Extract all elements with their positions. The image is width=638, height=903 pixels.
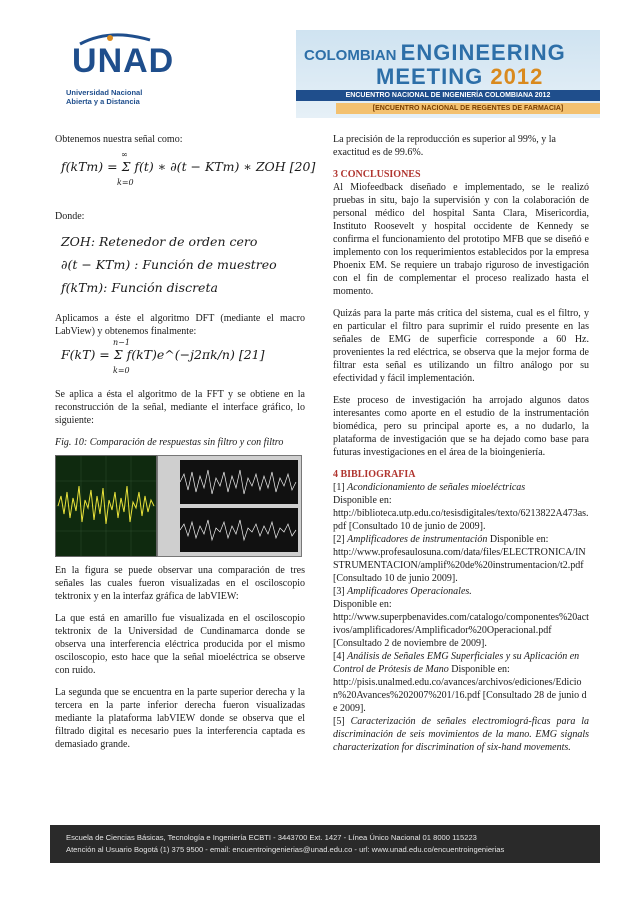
page-footer (50, 825, 600, 863)
bibliography-entry (333, 533, 589, 585)
bibliography-entry (333, 715, 589, 754)
white-signal-trace-bottom (180, 508, 298, 552)
formula-zoh: ZOH: Retenedor de orden cero (61, 234, 258, 249)
formula-discreta: f(kTm): Función discreta (61, 280, 218, 295)
logo-sub-line1: Universidad Nacional (66, 88, 143, 97)
ref-title: Caracterización de señales electromiográ-ficas para la discriminación de seis movimientos de la mano. EMG signals characterization for discrimination of six-hand movements. (333, 716, 590, 753)
ref-available: Disponible en: (333, 495, 392, 506)
logo-nad: NAD (97, 42, 175, 80)
ref-number: [1] (333, 482, 345, 493)
paragraph: Aplicamos a éste el algoritmo DFT (mediante el macro LabView) y obtenemos finalmente: (55, 313, 305, 337)
formula-20 (61, 150, 316, 188)
bibliography-entry (333, 481, 589, 533)
ref-title: Análisis de Señales EMG Superficiales y su Aplicación en Control de Prótesis de Mano (333, 651, 580, 675)
labview-graph-top (180, 460, 298, 504)
ref-title: Amplificadores Operacionales. (347, 586, 472, 597)
ref-title: Acondicionamiento de señales mioeléctricas (347, 482, 526, 493)
left-column (55, 133, 316, 751)
right-column (333, 133, 589, 754)
paragraph: Obtenemos nuestra señal como: (55, 134, 183, 145)
formula-20-text: f(kTm) = Σ f(t) ∗ ∂(t − KTm) ∗ ZOH [20] (61, 159, 316, 174)
oscilloscope-screen (55, 455, 157, 557)
banner-meeting: MEETING (376, 64, 484, 89)
ref-url[interactable]: http://pisis.unalmed.edu.co/avances/archivos/ediciones/Edicion%20Avances%202007%201/16.pdf [Consultado 28 de junio de 2009]. (333, 677, 587, 714)
banner-colombian: COLOMBIAN (304, 47, 397, 64)
paragraph: En la figura se puede observar una comparación de tres señales las cuales fueron visualizadas en el osciloscopio tektronix y en la interfaz gráfica de labVIEW: (55, 565, 305, 602)
white-signal-trace-top (180, 460, 298, 504)
paragraph: La segunda que se encuentra en la parte superior derecha y la tercera en la parte inferior derecha fueron visualizadas mediante la plataforma labVIEW donde se observa que el filtrado digital es necesario pues la interferencia captada es demasiado grande. (55, 687, 305, 750)
ref-number: [4] (333, 651, 345, 662)
ref-title: Amplificadores de instrumentación (347, 534, 488, 545)
paragraph: Este proceso de investigación ha arrojado algunos datos interesantes como aporte en el estudio de la instrumentación biomédica, pero su principal aporte es, a no dudarlo, la plataforma de investigación que se ha dejado como base para futuras investigaciones en el área de la bioingeniería. (333, 395, 589, 458)
logo-u: U (72, 42, 98, 80)
labview-panel (157, 455, 302, 557)
banner-subtitle: ENCUENTRO NACIONAL DE INGENIERÍA COLOMBIANA 2012 (296, 90, 600, 101)
paragraph: La precisión de la reproducción es superior al 99%, y la exactitud es de 99.6%. (333, 134, 556, 158)
unad-logo (50, 30, 180, 118)
ref-available: Disponible en: (487, 534, 549, 545)
paragraph: La que está en amarillo fue visualizada en el osciloscopio tektronix de la Universidad de Cundinamarca donde se observa una interferencia eléctrica producida por el mismo osciloscopio, esto hace que la señal mioeléctrica se observe con ruido. (55, 613, 305, 676)
ref-available: Disponible en: (333, 599, 392, 610)
labview-graph-bottom (180, 508, 298, 552)
ref-consulted: [Consultado 10 de junio 2009]. (333, 573, 458, 584)
formula-21-text: F(kT) = Σ f(kT)e^(−j2πk/n) [21] (61, 347, 265, 362)
sum-upper-limit: ∞ (121, 150, 128, 159)
yellow-signal-trace (56, 456, 156, 556)
footer-contact-line1: Escuela de Ciencias Básicas, Tecnología e Ingeniería ECBTI - 3443700 Ext. 1427 - Línea Único Nacional 01 8000 115223 (66, 833, 477, 842)
footer-contact-line2: Atención al Usuario Bogotá (1) 375 9500 - email: encuentroingenierias@unad.edu.co - url: www.unad.edu.co/encuentroingenierias (66, 845, 505, 854)
ref-number: [3] (333, 586, 345, 597)
banner-year: 2012 (490, 64, 544, 89)
logo-sub-line2: Abierta y a Distancia (66, 97, 140, 106)
bibliography-entry (333, 585, 589, 650)
sum-lower-limit: k=0 (113, 366, 130, 375)
event-banner (296, 30, 600, 118)
banner-title-line1 (304, 40, 566, 66)
logo-wordmark (72, 42, 174, 81)
ref-number: [5] (333, 716, 345, 727)
ref-url[interactable]: http://www.profesaulosuna.com/data/files/ELECTRONICA/INSTRUMENTACION/amplif%20de%20instrumentacion/t2.pdf (333, 547, 586, 571)
formula-21 (61, 340, 305, 374)
figure-caption: Fig. 10: Comparación de respuestas sin filtro y con filtro (55, 437, 284, 448)
ref-consulted: [Consultado 2 de noviembre de 2009]. (333, 638, 487, 649)
ref-url[interactable]: http://www.superpbenavides.com/catalogo/componentes%20activos/amplificadores/Amplificador%20Operacional.pdf (333, 612, 589, 636)
bibliography-entry (333, 650, 589, 715)
paragraph: Donde: (55, 211, 85, 222)
page-header (50, 30, 600, 120)
paragraph: Al Miofeedback diseñado e implementado, se le realizó pruebas in situ, bajo la supervisión y con la colaboración de personal médico del hospital Santa Clara, Misericordia, Instituto Roosevelt y hospital occidente de Kennedy se confirma el funcionamiento del prototipo MFB que se diseñó e implemento con los requerimientos establecidos por la empresa Phoenix EM. Se requiere un trabajo riguroso de investigación con el fin de complementar el proceso realizado hasta el momento. (333, 182, 589, 297)
ref-number: [2] (333, 534, 345, 545)
section-heading: 4 BIBLIOGRAFIA (333, 469, 416, 480)
ref-available: Disponible en: (448, 664, 510, 675)
sum-upper-limit: n−1 (113, 338, 130, 347)
section-heading: 3 CONCLUSIONES (333, 169, 421, 180)
paragraph: Se aplica a ésta el algoritmo de la FFT y se obtiene en la reconstrucción de la señal, mediante el interface gráfico, lo siguiente: (55, 389, 305, 426)
logo-subtitle (66, 88, 142, 106)
banner-title-line2 (376, 64, 543, 90)
ref-url[interactable]: http://biblioteca.utp.edu.co/tesisdigitales/texto/6213822A473as.pdf [Consultado 10 de junio de 2009]. (333, 508, 589, 532)
formula-muestreo: ∂(t − KTm) : Función de muestreo (61, 257, 277, 272)
paragraph: Quizás para la parte más crítica del sistema, cual es el filtro, y en particular el filtro para suprimir el ruido presente en las señales de EMG de superficie corresponde a 60 Hz. provenientes la red eléctrica, se observa que la mejor forma de filtrar esta señal es utilizando un filtro análogo por su efectividad y fácil implementación. (333, 308, 589, 384)
banner-subtitle-secondary: [ENCUENTRO NACIONAL DE REGENTES DE FARMACIA] (336, 103, 600, 114)
sum-lower-limit: k=0 (117, 178, 134, 187)
banner-engineering: ENGINEERING (400, 40, 566, 65)
figure-10-oscilloscope (55, 455, 300, 555)
